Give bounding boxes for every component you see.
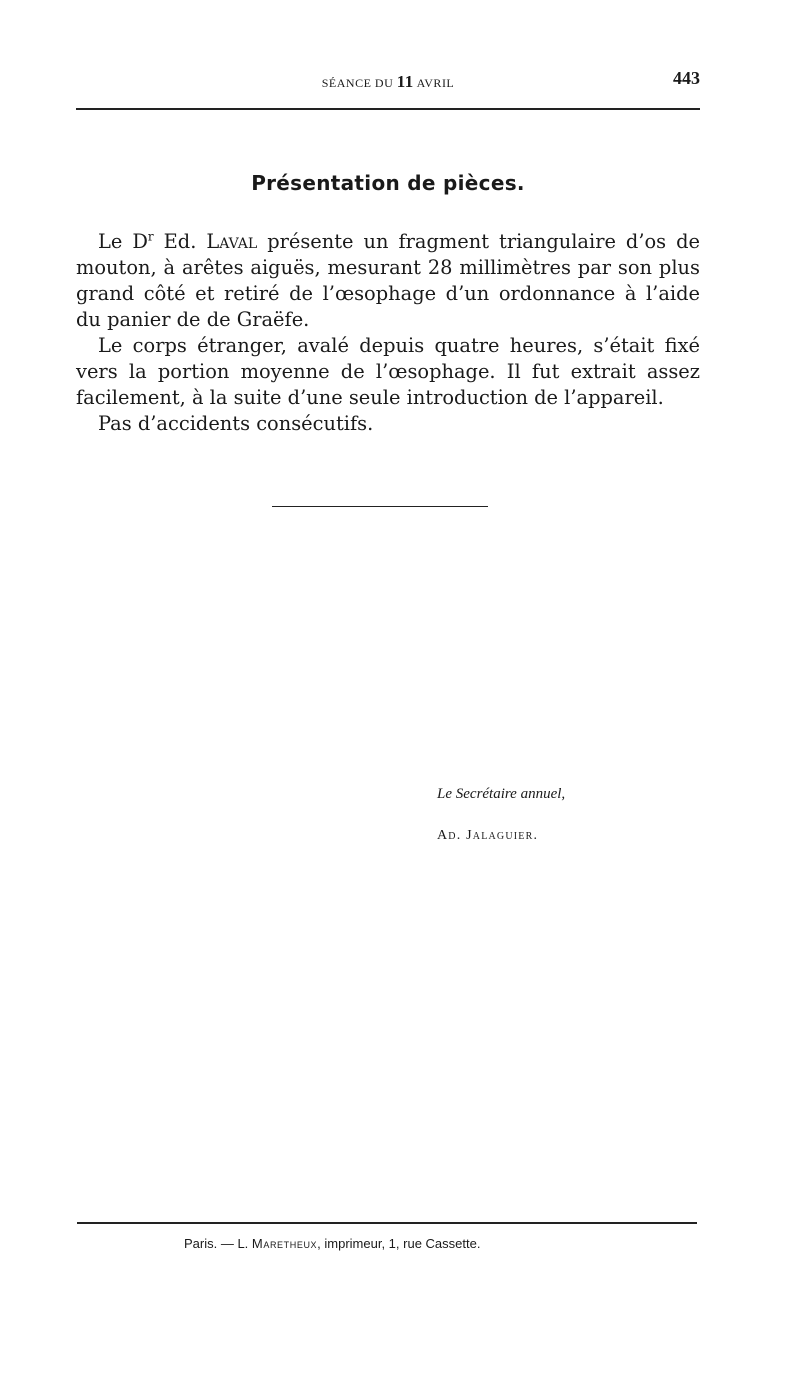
page-number: 443 xyxy=(673,68,700,88)
imprint-city: Paris. — L. xyxy=(184,1236,252,1251)
running-title xyxy=(76,72,700,92)
paragraph-2: Le corps étranger, avalé depuis quatre heures, s’était fixé vers la portion moyenne de l’œsophage. Il fut extrait assez facilement, à la suite d’une seule introduction de l’appareil. xyxy=(76,334,700,409)
p1-intro: Le D xyxy=(98,230,148,253)
running-title-month: AVRIL xyxy=(413,76,455,90)
running-title-day: 11 xyxy=(396,72,414,91)
header-rule xyxy=(76,108,700,110)
running-head xyxy=(76,66,700,92)
imprint-address: , imprimeur, 1, rue Cassette. xyxy=(317,1236,481,1251)
footer-rule xyxy=(77,1222,697,1224)
signature-role: Le Secrétaire annuel, xyxy=(437,786,566,802)
signature-name: Ad. Jalaguier. xyxy=(437,828,539,843)
section-title: Présentation de pièces. xyxy=(251,171,525,195)
p1-superscript: r xyxy=(147,229,154,244)
imprint-printer-name: Maretheux xyxy=(251,1236,318,1251)
running-title-prefix: SÉANCE DU xyxy=(321,76,397,90)
body-text xyxy=(76,229,700,437)
p1-rest: présente un fragment triangulaire d’os de mouton, à arêtes aiguës, mesurant 28 millimètres par son plus grand côté et retiré de l’œsophage d’un ordonnance à l’aide du panier de de Graëfe. xyxy=(76,230,701,331)
paragraph-1 xyxy=(76,229,700,333)
p1-author-name: Laval xyxy=(206,230,258,253)
paragraph-3: Pas d’accidents consécutifs. xyxy=(98,412,374,435)
p1-initial: Ed. xyxy=(153,230,207,253)
printer-imprint xyxy=(184,1236,480,1251)
section-separator xyxy=(272,506,488,507)
